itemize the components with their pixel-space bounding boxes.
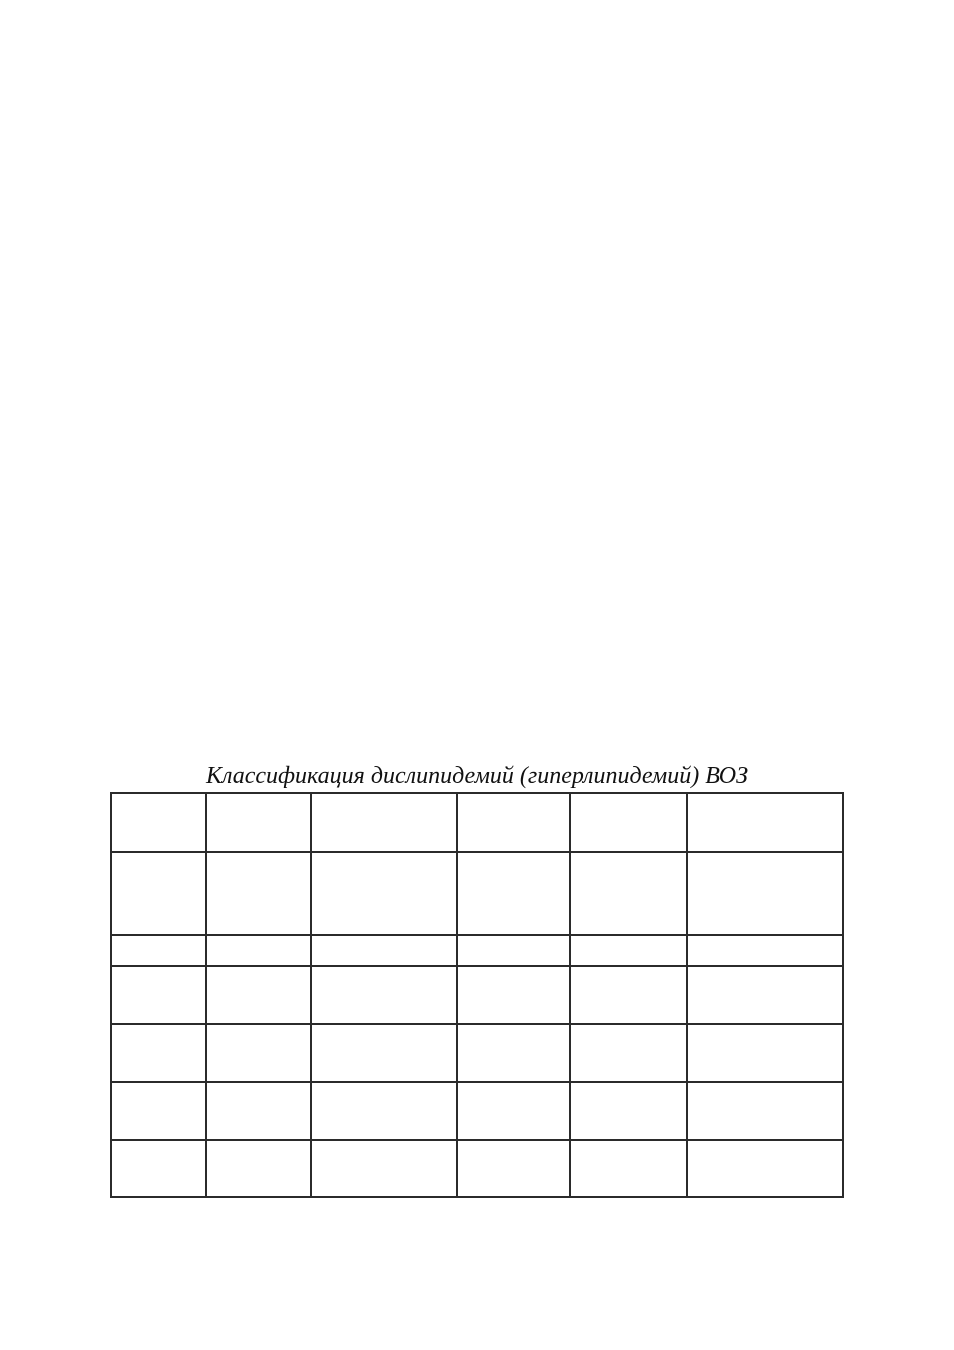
table-row: [111, 852, 843, 935]
table-row: [111, 1082, 843, 1140]
table-cell: [311, 1024, 457, 1082]
table-cell: [311, 852, 457, 935]
table-row: [111, 935, 843, 966]
table-cell: [311, 1082, 457, 1140]
table-cell: [687, 966, 843, 1024]
table-cell: [457, 935, 570, 966]
table-cell: [111, 793, 206, 852]
table-cell: [111, 852, 206, 935]
table-cell: [111, 966, 206, 1024]
table-cell: [687, 1082, 843, 1140]
table-cell: [206, 935, 311, 966]
table-cell: [457, 793, 570, 852]
table-cell: [206, 1082, 311, 1140]
table-cell: [311, 935, 457, 966]
table-cell: [206, 1024, 311, 1082]
table-cell: [311, 966, 457, 1024]
table-cell: [111, 935, 206, 966]
table-cell: [570, 1140, 687, 1197]
table-cell: [111, 1140, 206, 1197]
table-cell: [570, 935, 687, 966]
table-cell: [111, 1082, 206, 1140]
classification-table: [110, 792, 844, 1198]
table-row: [111, 1140, 843, 1197]
table-cell: [457, 852, 570, 935]
table-row: [111, 793, 843, 852]
table-cell: [457, 1082, 570, 1140]
table-cell: [687, 1024, 843, 1082]
table-cell: [206, 793, 311, 852]
table-cell: [206, 966, 311, 1024]
table-cell: [311, 1140, 457, 1197]
table-cell: [206, 1140, 311, 1197]
table-cell: [570, 1024, 687, 1082]
table-cell: [311, 793, 457, 852]
table-cell: [457, 1024, 570, 1082]
table-cell: [457, 966, 570, 1024]
table-cell: [687, 1140, 843, 1197]
table-row: [111, 1024, 843, 1082]
table-cell: [206, 852, 311, 935]
table-cell: [570, 793, 687, 852]
table-cell: [687, 852, 843, 935]
table-cell: [457, 1140, 570, 1197]
table-cell: [687, 935, 843, 966]
table-cell: [687, 793, 843, 852]
table-cell: [570, 1082, 687, 1140]
table-cell: [570, 852, 687, 935]
table-caption: Классификация дислипидемий (гиперлипидемий) ВОЗ: [206, 763, 748, 789]
table-cell: [570, 966, 687, 1024]
table-cell: [111, 1024, 206, 1082]
table-row: [111, 966, 843, 1024]
